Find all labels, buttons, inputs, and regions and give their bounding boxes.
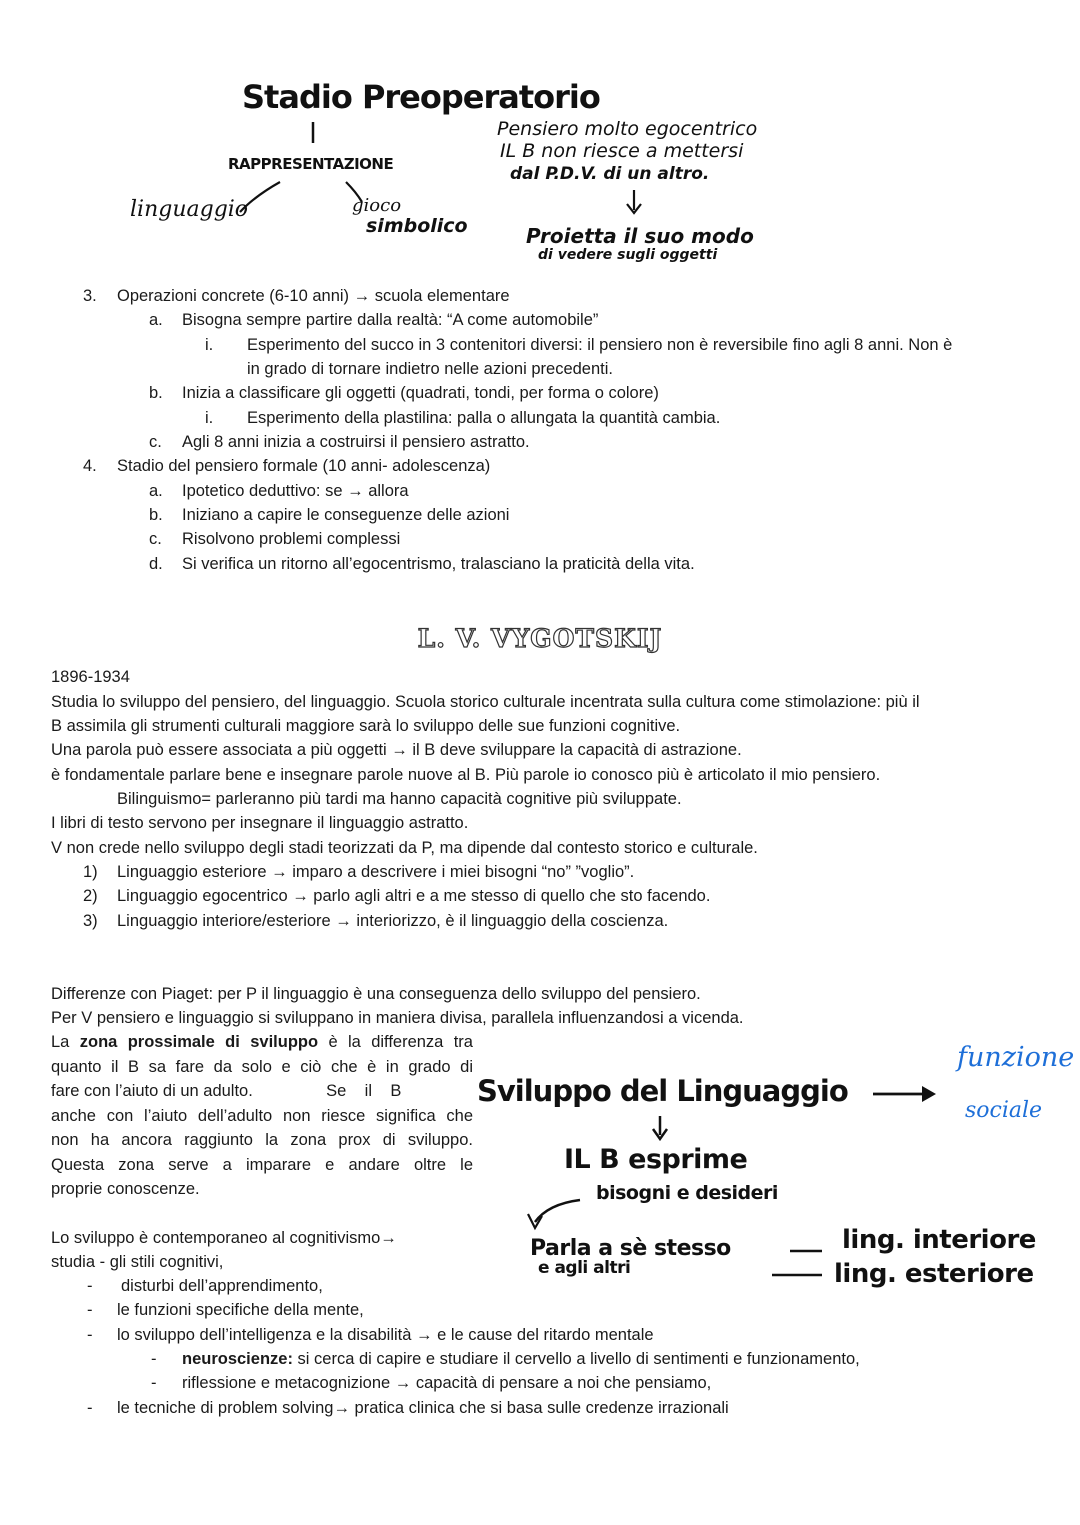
text-line: studia - gli stili cognitivi, (51, 1253, 224, 1271)
text-line: non ha ancora raggiunto la zona prox di sviluppo. (51, 1131, 473, 1149)
list-marker: b. (149, 384, 163, 402)
list-item: Si verifica un ritorno all’egocentrismo, tralasciano la praticità della vita. (182, 555, 695, 573)
diagram-leaf-play-2: simbolico (366, 215, 468, 237)
list-item: riflessione e metacognizione → capacità di pensare a noi che pensiamo, (182, 1374, 712, 1392)
list-marker: i. (205, 409, 214, 427)
diagram2-talk-2: e agli altri (538, 1258, 631, 1278)
text-line: Lo sviluppo è contemporaneo al cognitivismo→ (51, 1229, 397, 1247)
diagram2-express-2: bisogni e desideri (596, 1182, 778, 1204)
list-marker: - (87, 1301, 93, 1319)
diagram2-express-1: IL B esprime (564, 1144, 748, 1175)
diagram-note-3: dal P.D.V. di un altro. (510, 164, 710, 184)
list-marker: - (87, 1326, 93, 1344)
text-line: 1896-1934 (51, 668, 130, 686)
list-marker: a. (149, 311, 163, 329)
list-marker: - (87, 1399, 93, 1417)
diagram-note-4: Proietta il suo modo (526, 224, 754, 248)
list-item: Linguaggio interiore/esteriore → interiorizzo, è il linguaggio della coscienza. (117, 912, 669, 930)
list-marker: - (151, 1374, 157, 1392)
list-marker: 2) (83, 887, 98, 905)
text-line: B assimila gli strumenti culturali maggiore sarà lo sviluppo delle sue funzioni cognitive. (51, 717, 681, 735)
text-line: Studia lo sviluppo del pensiero, del linguaggio. Scuola storico culturale incentrata sulla cultura come stimolazione: più il (51, 693, 920, 711)
section-title: L. V. VYGOTSKIJ (417, 624, 663, 653)
list-marker: a. (149, 482, 163, 500)
term-neuroscience: neuroscienze: (182, 1350, 293, 1368)
list-marker: - (87, 1277, 93, 1295)
zpd-paragraph (51, 1030, 473, 1202)
list-marker: c. (149, 433, 162, 451)
text-line: fare con l’aiuto di un adulto. Se il B (51, 1082, 402, 1100)
list-item: le funzioni specifiche della mente, (117, 1301, 364, 1319)
text-line: proprie conoscenze. (51, 1180, 200, 1198)
text-line: anche con l’aiuto dell’adulto non riesce significa che (51, 1106, 473, 1125)
list-item: Ipotetico deduttivo: se → allora (182, 482, 409, 500)
connector-curve (535, 1200, 580, 1222)
text-line: La zona prossimale di sviluppo è la differenza tra (51, 1033, 473, 1051)
list-marker: b. (149, 506, 163, 524)
list-item: lo sviluppo dell’intelligenza e la disabilità → e le cause del ritardo mentale (117, 1326, 654, 1344)
diagram-note-1: Pensiero molto egocentrico (497, 118, 758, 140)
list-marker: i. (205, 336, 214, 354)
text-line: Differenze con Piaget: per P il linguaggio è una conseguenza dello sviluppo del pensiero. (51, 985, 701, 1003)
diagram-node-representation: RAPPRESENTAZIONE (228, 155, 394, 173)
list-item: Iniziano a capire le conseguenze delle azioni (182, 506, 510, 524)
list-marker: 3. (83, 287, 97, 305)
list-item: Bisogna sempre partire dalla realtà: “A come automobile” (182, 311, 599, 329)
diagram-leaf-play-1: gioco (352, 195, 402, 216)
list-marker: - (151, 1350, 157, 1368)
list-item: Operazioni concrete (6-10 anni) → scuola elementare (117, 287, 510, 305)
arrow-head-icon (922, 1086, 936, 1102)
diagram2-function-1: funzione (957, 1042, 1075, 1073)
list-marker: 4. (83, 457, 97, 475)
diagram-leaf-language: linguaggio (130, 197, 249, 222)
diagram-note-5: di vedere sugli oggetti (538, 247, 718, 263)
text-line: Per V pensiero e linguaggio si sviluppano in maniera divisa, parallela influenzandosi a vicenda. (51, 1009, 744, 1027)
text-line: quanto il B sa fare da solo e ciò che è in grado di (51, 1057, 473, 1076)
diagram-title: Stadio Preoperatorio (242, 78, 600, 116)
list-item: disturbi dell’apprendimento, (121, 1277, 323, 1295)
list-marker: c. (149, 530, 162, 548)
list-item: Stadio del pensiero formale (10 anni- adolescenza) (117, 457, 491, 475)
list-item: Risolvono problemi complessi (182, 530, 401, 548)
diagram-note-2: IL B non riesce a mettersi (500, 140, 744, 162)
list-item: Esperimento del succo in 3 contenitori diversi: il pensiero non è reversibile fino agli 8 anni. Non è (247, 336, 953, 354)
text-line: è fondamentale parlare bene e insegnare parole nuove al B. Più parole io conosco più è articolato il mio pensiero. (51, 766, 881, 784)
list-item: le tecniche di problem solving→ pratica clinica che si basa sulle credenze irrazionali (117, 1399, 729, 1417)
list-item: neuroscienze: si cerca di capire e studiare il cervello a livello di sentimenti e funzionamento, (182, 1350, 860, 1368)
text-line: Questa zona serve a imparare e andare oltre le (51, 1155, 473, 1174)
diagram2-ling-ext: ling. esteriore (834, 1259, 1034, 1289)
list-item: in grado di tornare indietro nelle azioni precedenti. (247, 360, 613, 378)
diagram2-function-2: sociale (965, 1098, 1043, 1123)
list-marker: 1) (83, 863, 98, 881)
diagram2-ling-int: ling. interiore (842, 1225, 1036, 1255)
diagram2-talk-1: Parla a sè stesso (530, 1236, 731, 1261)
list-item: Esperimento della plastilina: palla o allungata la quantità cambia. (247, 409, 721, 427)
list-marker: 3) (83, 912, 98, 930)
text-line: Bilinguismo= parleranno più tardi ma hanno capacità cognitive più sviluppate. (117, 790, 682, 808)
text-line: Una parola può essere associata a più oggetti → il B deve sviluppare la capacità di astrazione. (51, 741, 742, 759)
list-item: Inizia a classificare gli oggetti (quadrati, tondi, per forma o colore) (182, 384, 659, 402)
zpd-term: zona prossimale di sviluppo (79, 1033, 319, 1051)
list-item: Linguaggio esteriore → imparo a descrivere i miei bisogni “no” ”voglio”. (117, 863, 635, 881)
list-item: Agli 8 anni inizia a costruirsi il pensiero astratto. (182, 433, 530, 451)
list-marker: d. (149, 555, 163, 573)
diagram2-title: Sviluppo del Linguaggio (477, 1074, 848, 1108)
text-line: I libri di testo servono per insegnare il linguaggio astratto. (51, 814, 469, 832)
list-item: Linguaggio egocentrico → parlo agli altri e a me stesso di quello che sto facendo. (117, 887, 711, 905)
text-line: V non crede nello sviluppo degli stadi teorizzati da P, ma dipende dal contesto storico e culturale. (51, 839, 758, 857)
